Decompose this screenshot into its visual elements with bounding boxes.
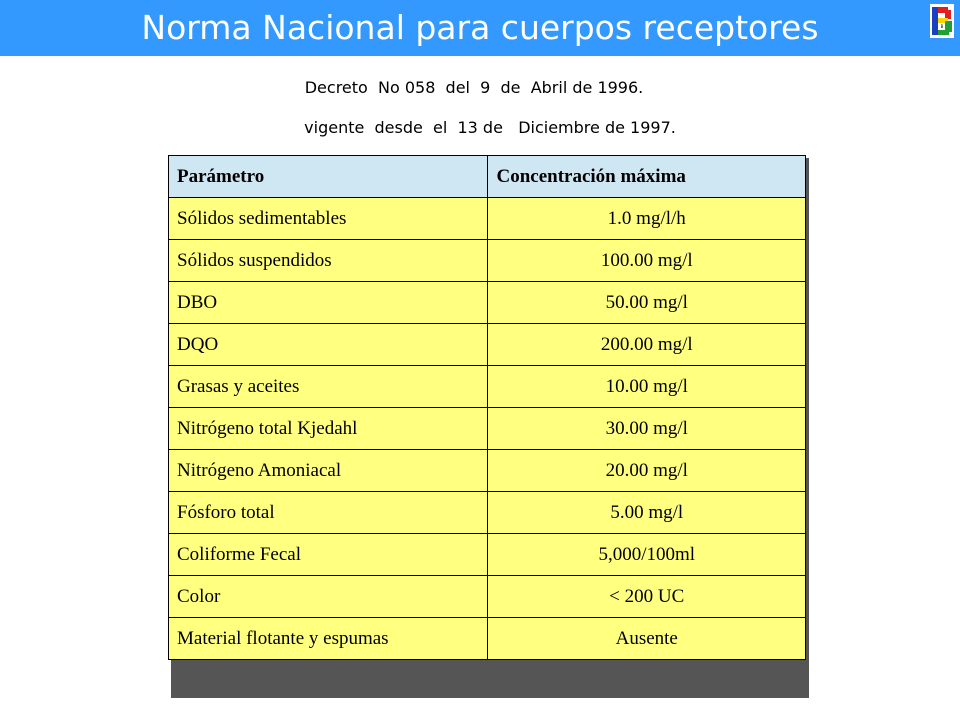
value-cell: 1.0 mg/l/h bbox=[488, 198, 806, 240]
value-cell: 50.00 mg/l bbox=[488, 282, 806, 324]
parameter-cell: Material flotante y espumas bbox=[169, 618, 488, 660]
table-row bbox=[169, 450, 806, 492]
table-row bbox=[169, 576, 806, 618]
table-row bbox=[169, 240, 806, 282]
parameter-cell: Coliforme Fecal bbox=[169, 534, 488, 576]
table-row bbox=[169, 366, 806, 408]
table-row bbox=[169, 198, 806, 240]
norm-table bbox=[168, 155, 806, 660]
value-cell: 5.00 mg/l bbox=[488, 492, 806, 534]
table-row bbox=[169, 618, 806, 660]
value-cell: 10.00 mg/l bbox=[488, 366, 806, 408]
header-max-concentration: Concentración máxima bbox=[488, 156, 806, 198]
parameter-cell: DQO bbox=[169, 324, 488, 366]
parameter-cell: Sólidos sedimentables bbox=[169, 198, 488, 240]
value-cell: 30.00 mg/l bbox=[488, 408, 806, 450]
table-row bbox=[169, 282, 806, 324]
value-cell: 200.00 mg/l bbox=[488, 324, 806, 366]
table-header-row bbox=[169, 156, 806, 198]
parameter-cell: DBO bbox=[169, 282, 488, 324]
parameter-cell: Color bbox=[169, 576, 488, 618]
table-row bbox=[169, 534, 806, 576]
parameter-cell: Nitrógeno total Kjedahl bbox=[169, 408, 488, 450]
value-cell: 20.00 mg/l bbox=[488, 450, 806, 492]
parameter-cell: Grasas y aceites bbox=[169, 366, 488, 408]
value-cell: 5,000/100ml bbox=[488, 534, 806, 576]
parameter-cell: Fósforo total bbox=[169, 492, 488, 534]
parameter-cell: Sólidos suspendidos bbox=[169, 240, 488, 282]
header-parameter: Parámetro bbox=[169, 156, 488, 198]
validity-line: vigente desde el 13 de Diciembre de 1997. bbox=[304, 118, 676, 137]
decree-line: Decreto No 058 del 9 de Abril de 1996. bbox=[304, 78, 644, 97]
value-cell: Ausente bbox=[488, 618, 806, 660]
value-cell: < 200 UC bbox=[488, 576, 806, 618]
page-title: Norma Nacional para cuerpos receptores bbox=[141, 8, 819, 47]
table-row bbox=[169, 408, 806, 450]
logo-letter: B bbox=[940, 24, 944, 29]
parameter-cell: Nitrógeno Amoniacal bbox=[169, 450, 488, 492]
value-cell: 100.00 mg/l bbox=[488, 240, 806, 282]
table-row bbox=[169, 324, 806, 366]
logo-b-icon bbox=[930, 4, 954, 38]
table-row bbox=[169, 492, 806, 534]
title-bar bbox=[0, 0, 960, 56]
